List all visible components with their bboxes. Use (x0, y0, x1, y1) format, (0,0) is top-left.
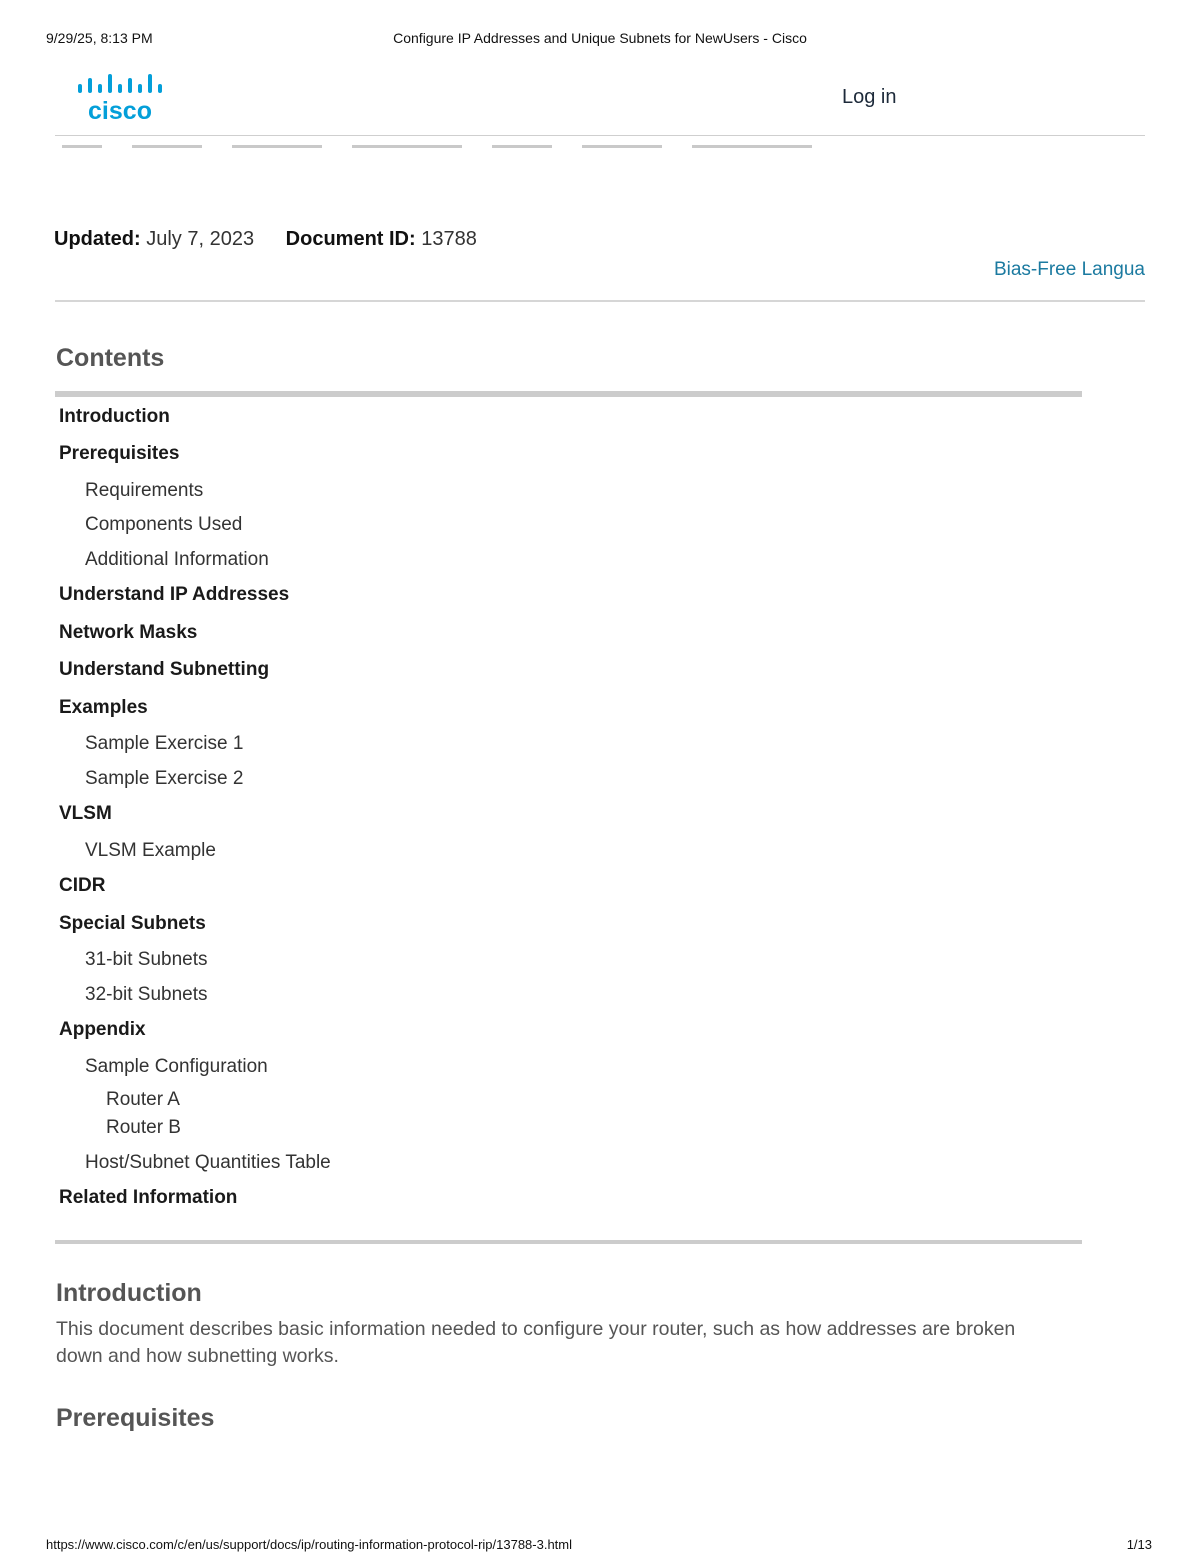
header-divider (55, 135, 1145, 136)
toc-link-additional-information[interactable]: Additional Information (85, 549, 269, 570)
toc-link-vlsm[interactable]: VLSM (59, 803, 112, 824)
prerequisites-heading: Prerequisites (56, 1404, 215, 1432)
print-date: 9/29/25, 8:13 PM (46, 30, 153, 46)
cisco-logo[interactable] (76, 74, 166, 122)
toc-link-host-subnet-quantities-table[interactable]: Host/Subnet Quantities Table (85, 1152, 331, 1173)
toc-link-router-a[interactable]: Router A (106, 1089, 180, 1110)
bias-free-language-link[interactable]: Bias-Free Langua (993, 259, 1145, 280)
toc-link-vlsm-example[interactable]: VLSM Example (85, 840, 216, 861)
docid-label: Document ID: (285, 228, 416, 250)
introduction-text: This document describes basic information needed to configure your router, such as how addresses are broken down and how subnetting works. (56, 1318, 1016, 1367)
toc-link-cidr[interactable]: CIDR (59, 875, 106, 896)
toc-link-requirements[interactable]: Requirements (85, 480, 204, 501)
logo-wordmark: cisco (88, 97, 152, 122)
toc-link-31-bit-subnets[interactable]: 31-bit Subnets (85, 949, 208, 970)
toc-bottom-divider (55, 1240, 1082, 1244)
toc-link-understand-ip-addresses[interactable]: Understand IP Addresses (59, 584, 290, 605)
toc-link-sample-exercise-1[interactable]: Sample Exercise 1 (85, 733, 244, 754)
toc-link-understand-subnetting[interactable]: Understand Subnetting (59, 659, 270, 680)
print-title: Configure IP Addresses and Unique Subnets for NewUsers - Cisco (393, 30, 807, 46)
toc-link-introduction[interactable]: Introduction (59, 406, 170, 427)
print-footer-url: https://www.cisco.com/c/en/us/support/docs/ip/routing-information-protocol-rip/13788-3.html (46, 1537, 573, 1552)
toc-top-divider (55, 391, 1082, 397)
updated-label: Updated: (54, 228, 141, 250)
toc-link-special-subnets[interactable]: Special Subnets (59, 913, 206, 934)
toc-link-prerequisites[interactable]: Prerequisites (59, 443, 180, 464)
toc-link-sample-exercise-2[interactable]: Sample Exercise 2 (85, 768, 244, 789)
docid-value: 13788 (421, 228, 477, 250)
document-meta (54, 228, 477, 251)
print-footer-page: 1/13 (1126, 1537, 1152, 1552)
nav-strip-clipped (62, 141, 922, 151)
toc-link-components-used[interactable]: Components Used (85, 514, 243, 535)
login-link[interactable]: Log in (842, 86, 897, 108)
introduction-heading: Introduction (56, 1279, 202, 1307)
contents-title: Contents (56, 344, 165, 372)
updated-value: July 7, 2023 (146, 228, 255, 250)
toc-link-router-b[interactable]: Router B (106, 1117, 181, 1138)
toc-link-32-bit-subnets[interactable]: 32-bit Subnets (85, 984, 208, 1005)
toc-link-network-masks[interactable]: Network Masks (59, 622, 198, 643)
toc-link-examples[interactable]: Examples (59, 697, 148, 718)
meta-divider (55, 300, 1145, 302)
toc-link-related-information[interactable]: Related Information (59, 1187, 238, 1208)
cisco-logo-icon (76, 74, 166, 122)
toc-link-sample-configuration[interactable]: Sample Configuration (85, 1056, 268, 1077)
toc-link-appendix[interactable]: Appendix (59, 1019, 146, 1040)
